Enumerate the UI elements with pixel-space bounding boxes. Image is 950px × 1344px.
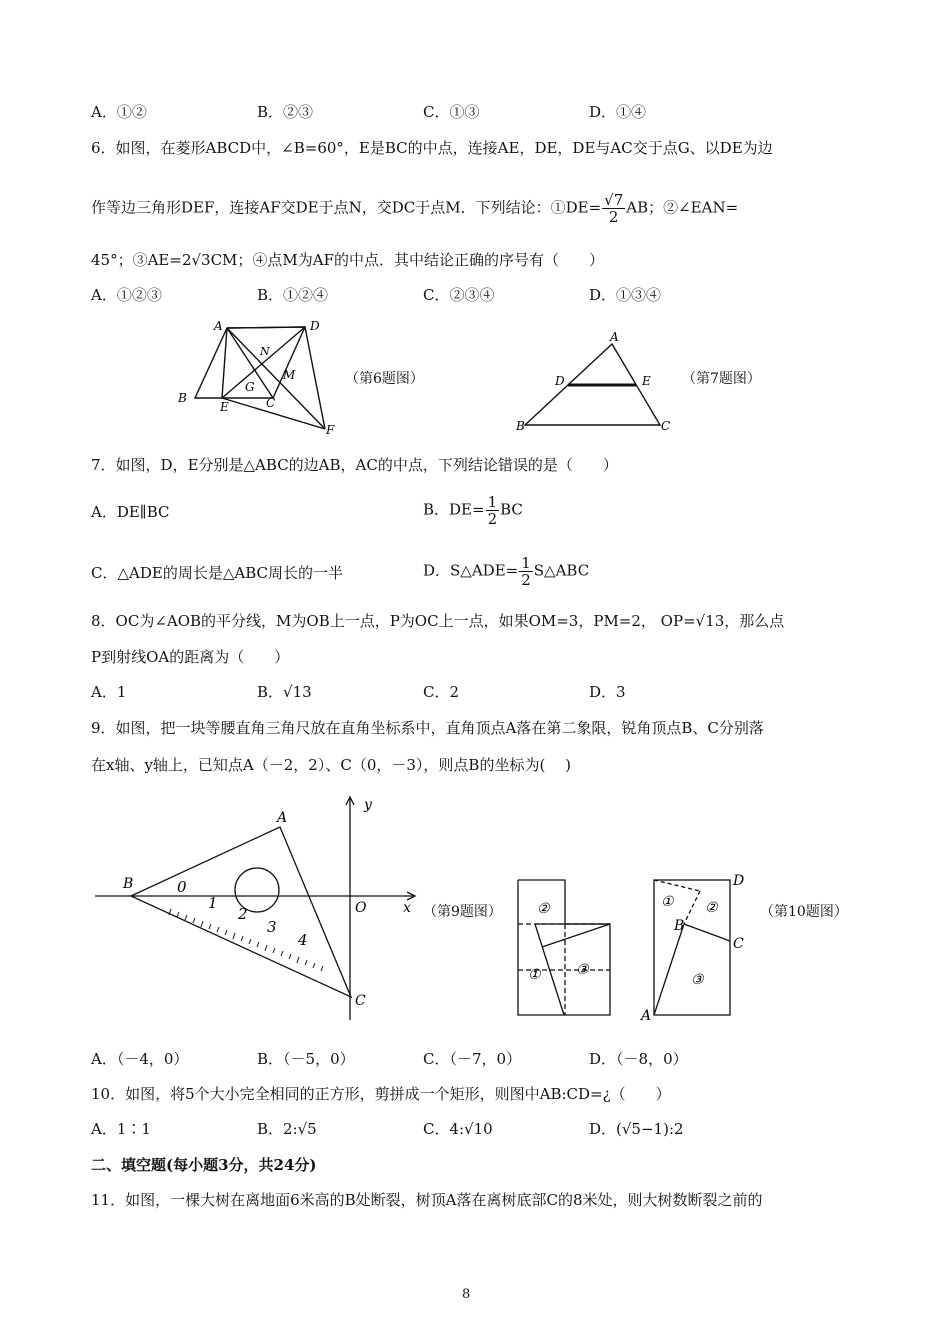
q10-option-c: C．4:√10 xyxy=(423,1120,493,1138)
q7-option-b: B．DE= $\frac{1}{2}$ BC xyxy=(423,493,523,528)
q10-option-a: A．1∶1 xyxy=(91,1120,151,1138)
figure-6-caption: （第6题图） xyxy=(345,371,424,387)
q5-option-b: B．②③ xyxy=(257,103,314,121)
q10-option-d: D．(√5−1):2 xyxy=(589,1120,684,1138)
fig9-tick-0: 0 xyxy=(177,878,187,896)
q5-option-a: A．①② xyxy=(91,103,147,121)
figure-9-coordinate-ruler xyxy=(95,795,420,1025)
q7-option-a: A．DE∥BC xyxy=(91,503,170,521)
fig9-label-o: O xyxy=(355,900,367,916)
figure-6-rhombus xyxy=(170,318,340,438)
q9-option-c: C．（－7，0） xyxy=(423,1050,522,1068)
q6-stem-line2: 作等边三角形DEF，连接AF交DE于点N，交DC于点M．下列结论：①DE= $\frac{√7}{2}$ AB；②∠EAN= xyxy=(91,191,739,226)
q8-stem-line2: P到射线OA的距离为（ ） xyxy=(91,648,290,666)
q6-option-d: D．①③④ xyxy=(589,286,662,304)
q6-stem-line3: 45°；③AE=2√3CM；④点M为AF的中点．其中结论正确的序号有（ ） xyxy=(91,251,605,269)
fig9-label-c: C xyxy=(355,993,366,1009)
q6-option-c: C．②③④ xyxy=(423,286,495,304)
q8-option-c: C．2 xyxy=(423,683,460,701)
fig10b-label-2: ② xyxy=(705,900,718,916)
q9-option-d: D．（－8，0） xyxy=(589,1050,688,1068)
fig10b-label-d: D xyxy=(733,873,745,889)
fig7-label-a: A xyxy=(610,330,619,344)
figure-10-squares xyxy=(515,877,615,1019)
fig6-label-c: C xyxy=(266,396,276,410)
q11-stem: 11．如图，一棵大树在离地面6米高的B处断裂，树顶A落在离树底部C的8米处，则大树数断裂之前的 xyxy=(91,1191,763,1209)
fig6-label-a: A xyxy=(214,319,223,333)
fig9-label-x: x xyxy=(403,900,411,916)
section-2-heading: 二、填空题(每小题3分，共24分) xyxy=(91,1156,317,1174)
fig10b-label-b: B xyxy=(674,918,685,934)
fig7-label-b: B xyxy=(516,419,525,433)
q8-option-b: B．√13 xyxy=(257,683,312,701)
q6-option-b: B．①②④ xyxy=(257,286,329,304)
figure-7-triangle xyxy=(515,330,675,435)
fig9-label-b: B xyxy=(123,876,134,892)
q8-option-d: D．3 xyxy=(589,683,626,701)
fig9-label-a: A xyxy=(277,810,288,826)
q6-stem-line1: 6．如图，在菱形ABCD中，∠B=60°，E是BC的中点，连接AE，DE，DE与AC交于点G、以DE为边 xyxy=(91,139,773,157)
q6-option-a: A．①②③ xyxy=(91,286,162,304)
fig9-tick-1: 1 xyxy=(208,894,218,912)
figure-7-caption: （第7题图） xyxy=(682,371,761,387)
q7-option-c: C．△ADE的周长是△ABC周长的一半 xyxy=(91,564,343,582)
q9-stem-line1: 9．如图，把一块等腰直角三角尺放在直角坐标系中，直角顶点A落在第二象限，锐角顶点B、C分别落 xyxy=(91,719,764,737)
fig10a-label-1: ① xyxy=(528,967,541,983)
q5-option-d: D．①④ xyxy=(589,103,647,121)
q8-stem-line1: 8．OC为∠AOB的平分线，M为OB上一点，P为OC上一点，如果OM=3，PM=2， OP=√13，那么点 xyxy=(91,612,785,630)
fig6-label-m: M xyxy=(283,368,296,382)
q10-option-b: B．2:√5 xyxy=(257,1120,317,1138)
fig10b-label-a: A xyxy=(641,1008,652,1024)
figure-10-rectangle xyxy=(638,872,758,1024)
fig9-tick-3: 3 xyxy=(267,918,277,936)
fig6-label-e: E xyxy=(220,400,229,414)
fig6-label-d: D xyxy=(310,319,320,333)
q9-option-a: A．（－4，0） xyxy=(91,1050,189,1068)
fig9-tick-2: 2 xyxy=(238,905,248,923)
q9-option-b: B．（－5，0） xyxy=(257,1050,355,1068)
fig10b-label-c: C xyxy=(733,936,744,952)
page-number: 8 xyxy=(462,1287,471,1302)
fig10b-label-3: ③ xyxy=(691,972,704,988)
fig9-label-y: y xyxy=(364,797,372,813)
q7-stem: 7．如图，D，E分别是△ABC的边AB，AC的中点，下列结论错误的是（ ） xyxy=(91,456,618,474)
fig10a-label-2: ② xyxy=(537,901,550,917)
fig7-label-d: D xyxy=(555,374,565,388)
fig6-label-g: G xyxy=(245,380,255,394)
q8-option-a: A．1 xyxy=(91,683,127,701)
q9-stem-line2: 在x轴、y轴上，已知点A（－2，2）、C（0，－3），则点B的坐标为( ) xyxy=(91,756,571,774)
figure-10-caption: （第10题图） xyxy=(760,904,848,920)
fig7-label-c: C xyxy=(661,419,671,433)
fig6-label-n: N xyxy=(260,345,270,358)
fig9-tick-4: 4 xyxy=(298,931,308,949)
fig10b-label-1: ① xyxy=(661,894,674,910)
figure-9-caption: （第9题图） xyxy=(423,904,502,920)
fig6-label-b: B xyxy=(178,391,187,405)
q6-fraction: $\frac{√7}{2}$ xyxy=(604,191,624,226)
q10-stem: 10．如图，将5个大小完全相同的正方形，剪拼成一个矩形，则图中AB:CD=¿（ ） xyxy=(91,1085,671,1103)
fig6-label-f: F xyxy=(326,423,335,437)
fig10a-label-3: ③ xyxy=(576,962,589,978)
q7-option-d: D．S△ADE= $\frac{1}{2}$ S△ABC xyxy=(423,554,590,589)
fig7-label-e: E xyxy=(642,374,651,388)
q5-option-c: C．①③ xyxy=(423,103,480,121)
